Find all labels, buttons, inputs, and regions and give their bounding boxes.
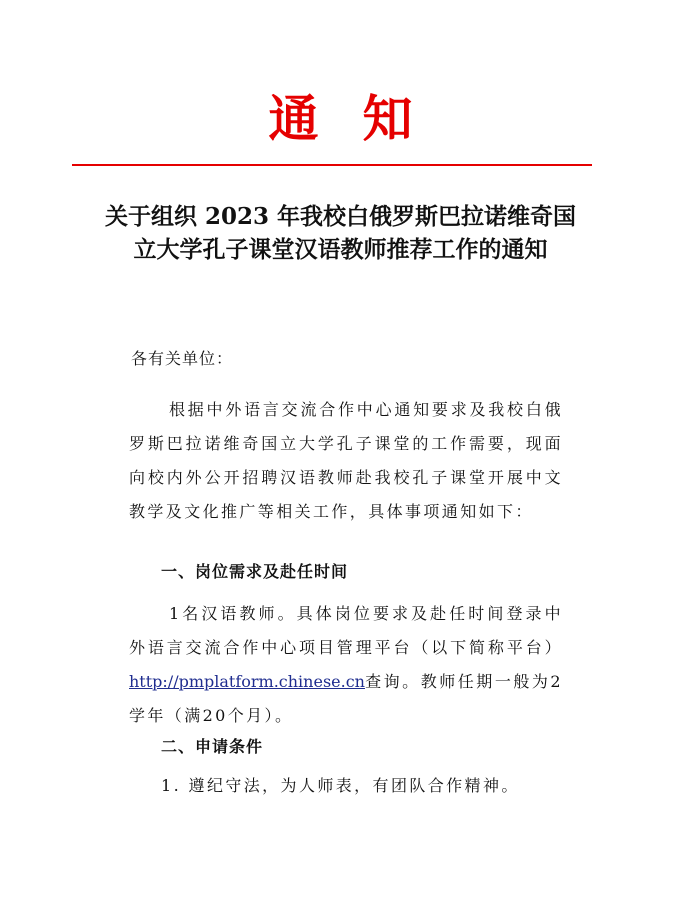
document-title: 关于组织 2023 年我校白俄罗斯巴拉诺维奇国立大学孔子课堂汉语教师推荐工作的通知 [104,203,577,263]
section-heading-requirements: 二、申请条件 [161,737,264,756]
platform-link[interactable]: http://pmplatform.chinese.cn [129,672,365,691]
positions-text-before-link: 1名汉语教师。具体岗位要求及赴任时间登录中外语言交流合作中心项目管理平台（以下简称平台） [129,604,563,657]
positions-paragraph [129,597,563,733]
salutation: 各有关单位： [131,349,234,368]
intro-paragraph: 根据中外语言交流合作中心通知要求及我校白俄罗斯巴拉诺维奇国立大学孔子课堂的工作需要，现面向校内外公开招聘汉语教师赴我校孔子课堂开展中文教学及文化推广等相关工作，具体事项通知如下： [129,400,563,521]
notice-heading: 通知 [268,90,457,148]
requirement-item: 1. 遵纪守法，为人师表，有团队合作精神。 [161,776,520,795]
section-heading-positions: 一、岗位需求及赴任时间 [161,562,349,581]
red-divider [72,164,592,166]
positions-text-after-link: 查询。教师任期一般为2学年（满20个月）。 [129,672,563,725]
